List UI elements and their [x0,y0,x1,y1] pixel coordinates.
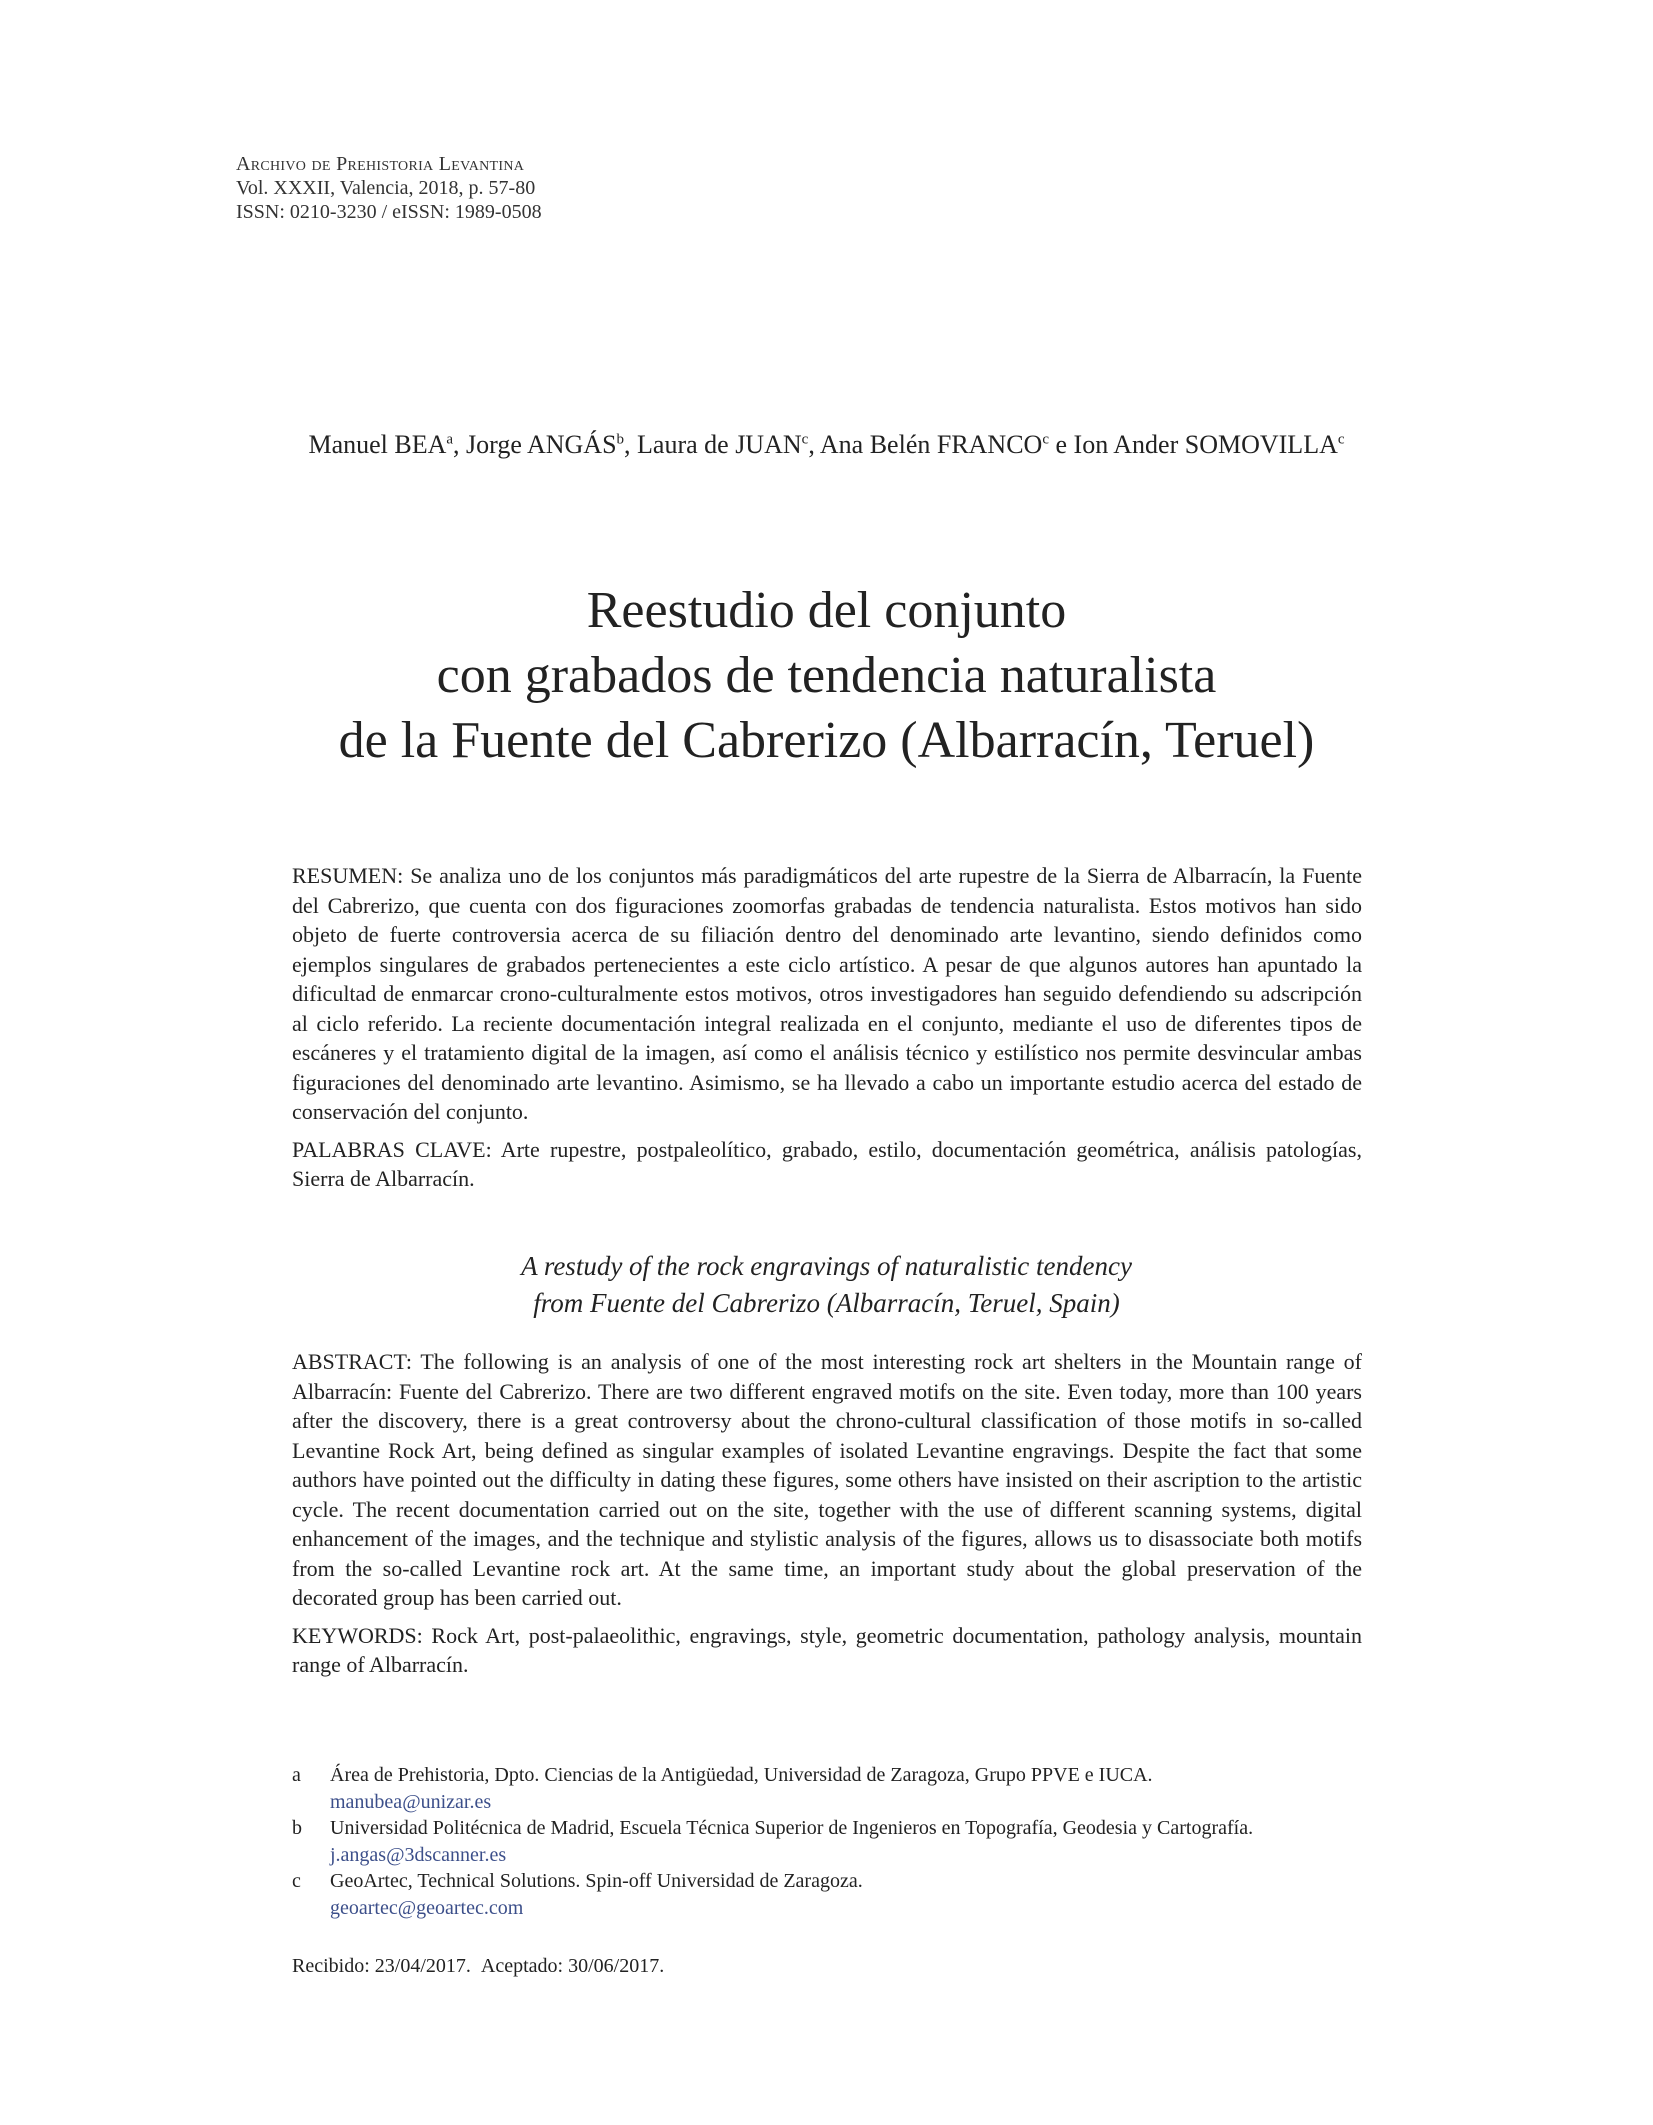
author-affiliation-mark: c [1042,431,1049,448]
title-line: Reestudio del conjunto [586,582,1067,639]
author-affiliation-mark: b [616,431,625,448]
keywords-text: Rock Art, post-palaeolithic, engravings, style, geometric documentation, pathology analysis, mountain range of Albarracín. [292,1622,1362,1677]
affiliation-mark: c [292,1870,301,1892]
author-list: Manuel BEA$^a$, Jorge ANGÁS$^b$, Laura de JUAN$^c$, Ana Belén FRANCO$^c$ e Ion Ander SOMOVILLA$^c$ [308,430,1345,459]
affiliation-text: Área de Prehistoria, Dpto. Ciencias de la Antigüedad, Universidad de Zaragoza, Grupo PPVE e IUCA. [330,1764,1153,1786]
author-name: Jorge ANGÁS [466,430,617,459]
palabras-clave-text: Arte rupestre, postpaleolítico, grabado, estilo, documentación geométrica, análisis patologías, Sierra de Albarracín. [292,1136,1362,1191]
author-affiliation-mark: c [801,431,809,448]
author-name: Manuel BEA [308,430,447,459]
author-name: Ion Ander SOMOVILLA [1073,430,1338,459]
affiliation-email-link[interactable]: manubea@unizar.es [330,1790,492,1813]
abstract-paragraph [292,1347,1362,1613]
title-line: de la Fuente del Cabrerizo (Albarracín, Teruel) [338,712,1315,769]
resumen-text: Se analiza uno de los conjuntos más paradigmáticos del arte rupestre de la Sierra de Albarracín, la Fuente del Cabrerizo, que cuenta con dos figuraciones zoomorfas grabadas de tendencia naturalista. Estos motivos han sido objeto de fuerte controversia acerca de su filiación dentro del denominado arte levantino, siendo definidos como ejemplos singulares de grabados pertenecientes a este ciclo artístico. A pesar de que algunos autores han apuntado la dificultad de enmarcar crono-culturalmente estos motivos, otros investigadores han seguido defendiendo su adscripción al ciclo referido. La reciente documentación integral realizada en el conjunto, mediante el uso de diferentes tipos de escáneres y el tratamiento digital de la imagen, así como el análisis técnico y estilístico nos permite desvincular ambas figuraciones del denominado arte levantino. Asimismo, se ha llevado a cabo un importante estudio acerca del estado de conservación del conjunto. [292,863,1362,1124]
submission-dates [292,1955,664,1978]
abstract-label: ABSTRACT: [292,1349,412,1374]
affiliation-item [292,1815,1362,1868]
author-affiliation-mark: a [446,431,454,448]
received-date: Recibido: 23/04/2017. [292,1955,471,1977]
author-affiliation-mark: c [1337,431,1345,448]
affiliation-item [292,1868,1362,1921]
english-title [0,1248,1653,1322]
affiliation-text: GeoArtec, Technical Solutions. Spin-off Universidad de Zaragoza. [330,1870,863,1892]
accepted-date: Aceptado: 30/06/2017. [480,1955,665,1977]
author-name: Laura de JUAN [637,430,802,459]
journal-name: Archivo de Prehistoria Levantina [236,153,525,175]
affiliation-footnotes [292,1762,1362,1921]
affiliation-mark: b [292,1817,302,1839]
journal-issn: ISSN: 0210-3230 / eISSN: 1989-0508 [236,201,542,223]
affiliation-email-link[interactable]: j.angas@3dscanner.es [330,1843,507,1866]
affiliation-item [292,1762,1362,1815]
journal-volume: Vol. XXXII, Valencia, 2018, p. 57-80 [236,177,536,199]
resumen-section [292,861,1362,1202]
resumen-paragraph [292,861,1362,1127]
palabras-clave-paragraph [292,1135,1362,1194]
keywords-label: KEYWORDS: [292,1622,423,1648]
english-title-line: A restudy of the rock engravings of naturalistic tendency [521,1251,1132,1281]
abstract-text: The following is an analysis of one of the most interesting rock art shelters in the Mountain range of Albarracín: Fuente del Cabrerizo. There are two different engraved motifs on the site. Even today, more than 100 years after the discovery, there is a great controversy about the chrono-cultural classification of those motifs in so-called Levantine Rock Art, being defined as singular examples of isolated Levantine engravings. Despite the fact that some authors have pointed out the difficulty in dating these figures, some others have insisted on their ascription to the artistic cycle. The recent documentation carried out on the site, together with the use of different scanning systems, digital enhancement of the images, and the technique and stylistic analysis of the figures, allows us to disassociate both motifs from the so-called Levantine rock art. At the same time, an important study about the global preservation of the decorated group has been carried out. [292,1349,1362,1610]
affiliation-email-link[interactable]: geoartec@geoartec.com [330,1896,524,1919]
affiliation-mark: a [292,1764,301,1786]
journal-header [236,152,542,224]
keywords-paragraph [292,1621,1362,1680]
title-line: con grabados de tendencia naturalista [436,647,1217,704]
resumen-label: RESUMEN: [292,863,404,888]
author-name: Ana Belén FRANCO [819,430,1043,459]
abstract-section [292,1347,1362,1688]
english-title-line: from Fuente del Cabrerizo (Albarracín, Teruel, Spain) [533,1288,1120,1318]
paper-title [0,578,1653,773]
affiliation-text: Universidad Politécnica de Madrid, Escuela Técnica Superior de Ingenieros en Topografía, Geodesia y Cartografía. [330,1817,1254,1839]
palabras-clave-label: PALABRAS CLAVE: [292,1136,492,1162]
